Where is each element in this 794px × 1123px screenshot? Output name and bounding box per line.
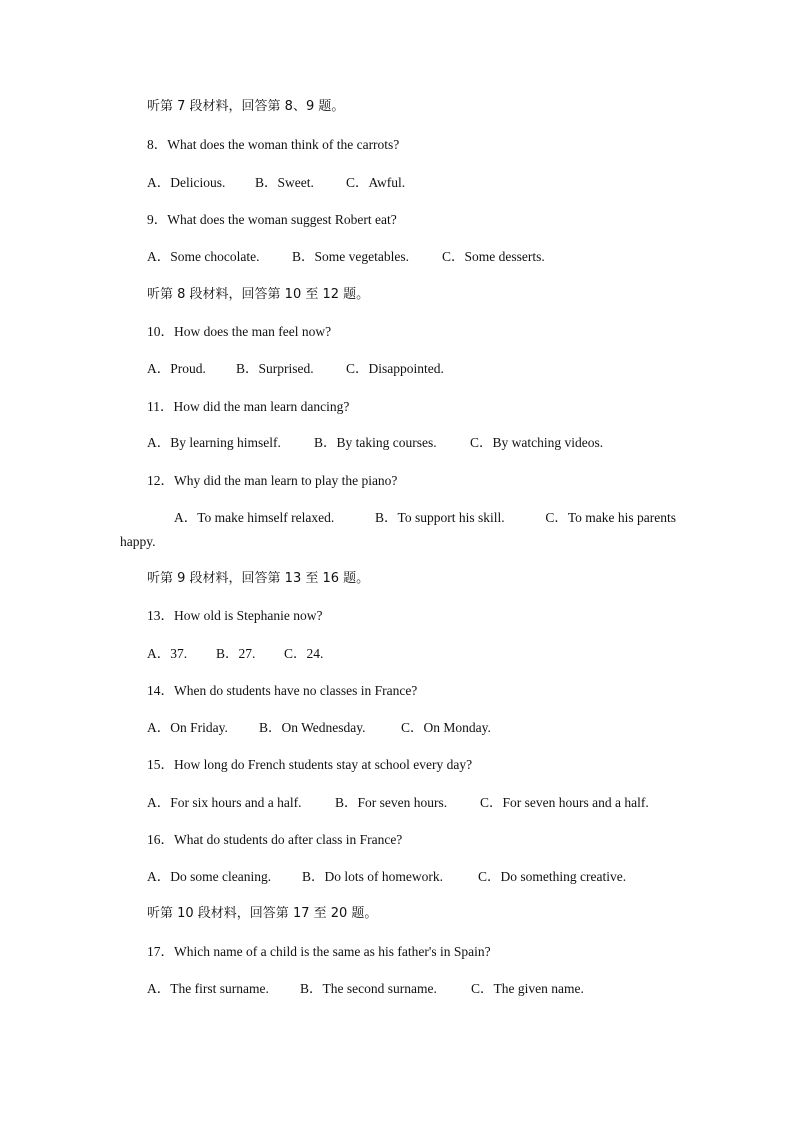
option-c: C．Disappointed.	[346, 361, 444, 376]
option-a: A．To make himself relaxed.	[174, 510, 335, 525]
question-8: 8．What does the woman think of the carrots?	[147, 137, 400, 152]
option-b: B．The second surname.	[300, 981, 437, 996]
option-b: B．27.	[216, 646, 256, 661]
options-11	[147, 433, 603, 453]
option-a: A．Delicious.	[147, 175, 226, 190]
option-a: A．Do some cleaning.	[147, 869, 272, 884]
option-a: A．By learning himself.	[147, 435, 281, 450]
option-a: A．Some chocolate.	[147, 249, 260, 264]
options-16	[147, 867, 626, 887]
option-b: B．Surprised.	[236, 361, 314, 376]
option-b: B．On Wednesday.	[259, 720, 366, 735]
option-a: A．For six hours and a half.	[147, 795, 302, 810]
option-a: A．Proud.	[147, 361, 206, 376]
option-b: B．Sweet.	[255, 175, 314, 190]
question-12: 12．Why did the man learn to play the piano?	[147, 473, 398, 488]
section-intro: 听第 9 段材料，回答第 13 至 16 题。	[147, 571, 370, 586]
option-c: C．By watching videos.	[470, 435, 604, 450]
option-b: B．By taking courses.	[314, 435, 437, 450]
question-9: 9．What does the woman suggest Robert eat?	[147, 212, 397, 227]
option-c: C．To make his parents	[545, 510, 676, 525]
option-c: C．For seven hours and a half.	[480, 795, 649, 810]
option-c: C．Do something creative.	[478, 869, 627, 884]
options-9	[147, 247, 545, 267]
option-c: C．Awful.	[346, 175, 406, 190]
option-a: A．On Friday.	[147, 720, 228, 735]
option-a: A．37.	[147, 646, 188, 661]
options-14	[147, 718, 491, 738]
option-b: B．For seven hours.	[335, 795, 448, 810]
question-15: 15．How long do French students stay at school every day?	[147, 757, 473, 772]
question-14: 14．When do students have no classes in France?	[147, 683, 418, 698]
question-17: 17．Which name of a child is the same as his father's in Spain?	[147, 944, 491, 959]
option-c: C．24.	[284, 646, 324, 661]
options-8	[147, 173, 405, 193]
options-12	[120, 506, 676, 554]
option-b: B．To support his skill.	[375, 510, 505, 525]
option-b: B．Some vegetables.	[292, 249, 409, 264]
section-intro: 听第 7 段材料，回答第 8、9 题。	[147, 99, 345, 114]
option-continuation: happy.	[120, 534, 156, 549]
option-c: C．Some desserts.	[442, 249, 545, 264]
option-c: C．On Monday.	[401, 720, 491, 735]
section-intro: 听第 10 段材料，回答第 17 至 20 题。	[147, 906, 378, 921]
options-17	[147, 979, 584, 999]
section-intro: 听第 8 段材料，回答第 10 至 12 题。	[147, 287, 370, 302]
question-13: 13．How old is Stephanie now?	[147, 608, 323, 623]
option-a: A．The first surname.	[147, 981, 269, 996]
question-16: 16．What do students do after class in France?	[147, 832, 403, 847]
options-10	[147, 359, 444, 379]
option-c: C．The given name.	[471, 981, 584, 996]
question-11: 11．How did the man learn dancing?	[147, 399, 350, 414]
options-13	[147, 644, 323, 664]
question-10: 10．How does the man feel now?	[147, 324, 332, 339]
options-15	[147, 793, 649, 813]
option-b: B．Do lots of homework.	[302, 869, 443, 884]
